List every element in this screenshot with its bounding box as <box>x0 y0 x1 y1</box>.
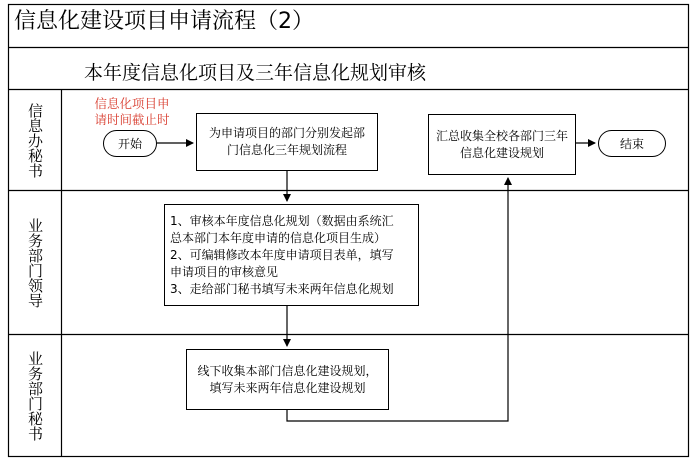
lane-label-department-secretary: 业务部门秘书 <box>26 350 44 441</box>
page-subtitle: 本年度信息化项目及三年信息化规划审核 <box>84 62 427 84</box>
review-line-5: 3、走给部门秘书填写未来两年信息化规划 <box>170 281 394 296</box>
start-node: 开始 <box>103 130 157 157</box>
review-line-4: 申请项目的审核意见 <box>170 264 279 279</box>
summary-line-1: 汇总收集全校各部门三年 <box>435 128 568 143</box>
end-node: 结束 <box>598 130 666 157</box>
launch-process-line-2: 门信息化三年规划流程 <box>226 143 347 157</box>
collect-line-2: 填写未来两年信息化建设规划 <box>209 380 366 395</box>
review-line-2: 总本部门本年度申请的信息化项目生成） <box>170 230 387 245</box>
review-line-1: 1、审核本年度信息化规划（数据由系统汇 <box>170 213 394 228</box>
collect-line-1: 线下收集本部门信息化建设规划， <box>197 363 378 378</box>
review-line-3 <box>165 247 418 264</box>
deadline-note-line-2: 请时间截止时 <box>94 112 170 127</box>
summary-line-2: 信息化建设规划 <box>459 145 544 160</box>
summary-process-box <box>428 114 576 175</box>
review-line-3-tail: 填写 <box>369 247 394 262</box>
deadline-note <box>84 96 180 128</box>
launch-process-line-1: 为申请项目的部门分别发起部 <box>208 126 365 140</box>
page-title: 信息化建设项目申请流程（2） <box>14 9 314 34</box>
review-process-box <box>164 204 419 306</box>
lane-label-info-office-secretary: 信息办秘书 <box>26 103 44 178</box>
review-line-3-main: 2、可编辑修改本年度申请项目表单， <box>170 247 370 262</box>
launch-process-box <box>196 113 378 171</box>
deadline-note-line-1: 信息化项目申 <box>94 96 170 111</box>
collect-process-box <box>186 349 389 410</box>
lane-label-department-leader: 业务部门领导 <box>26 217 44 308</box>
